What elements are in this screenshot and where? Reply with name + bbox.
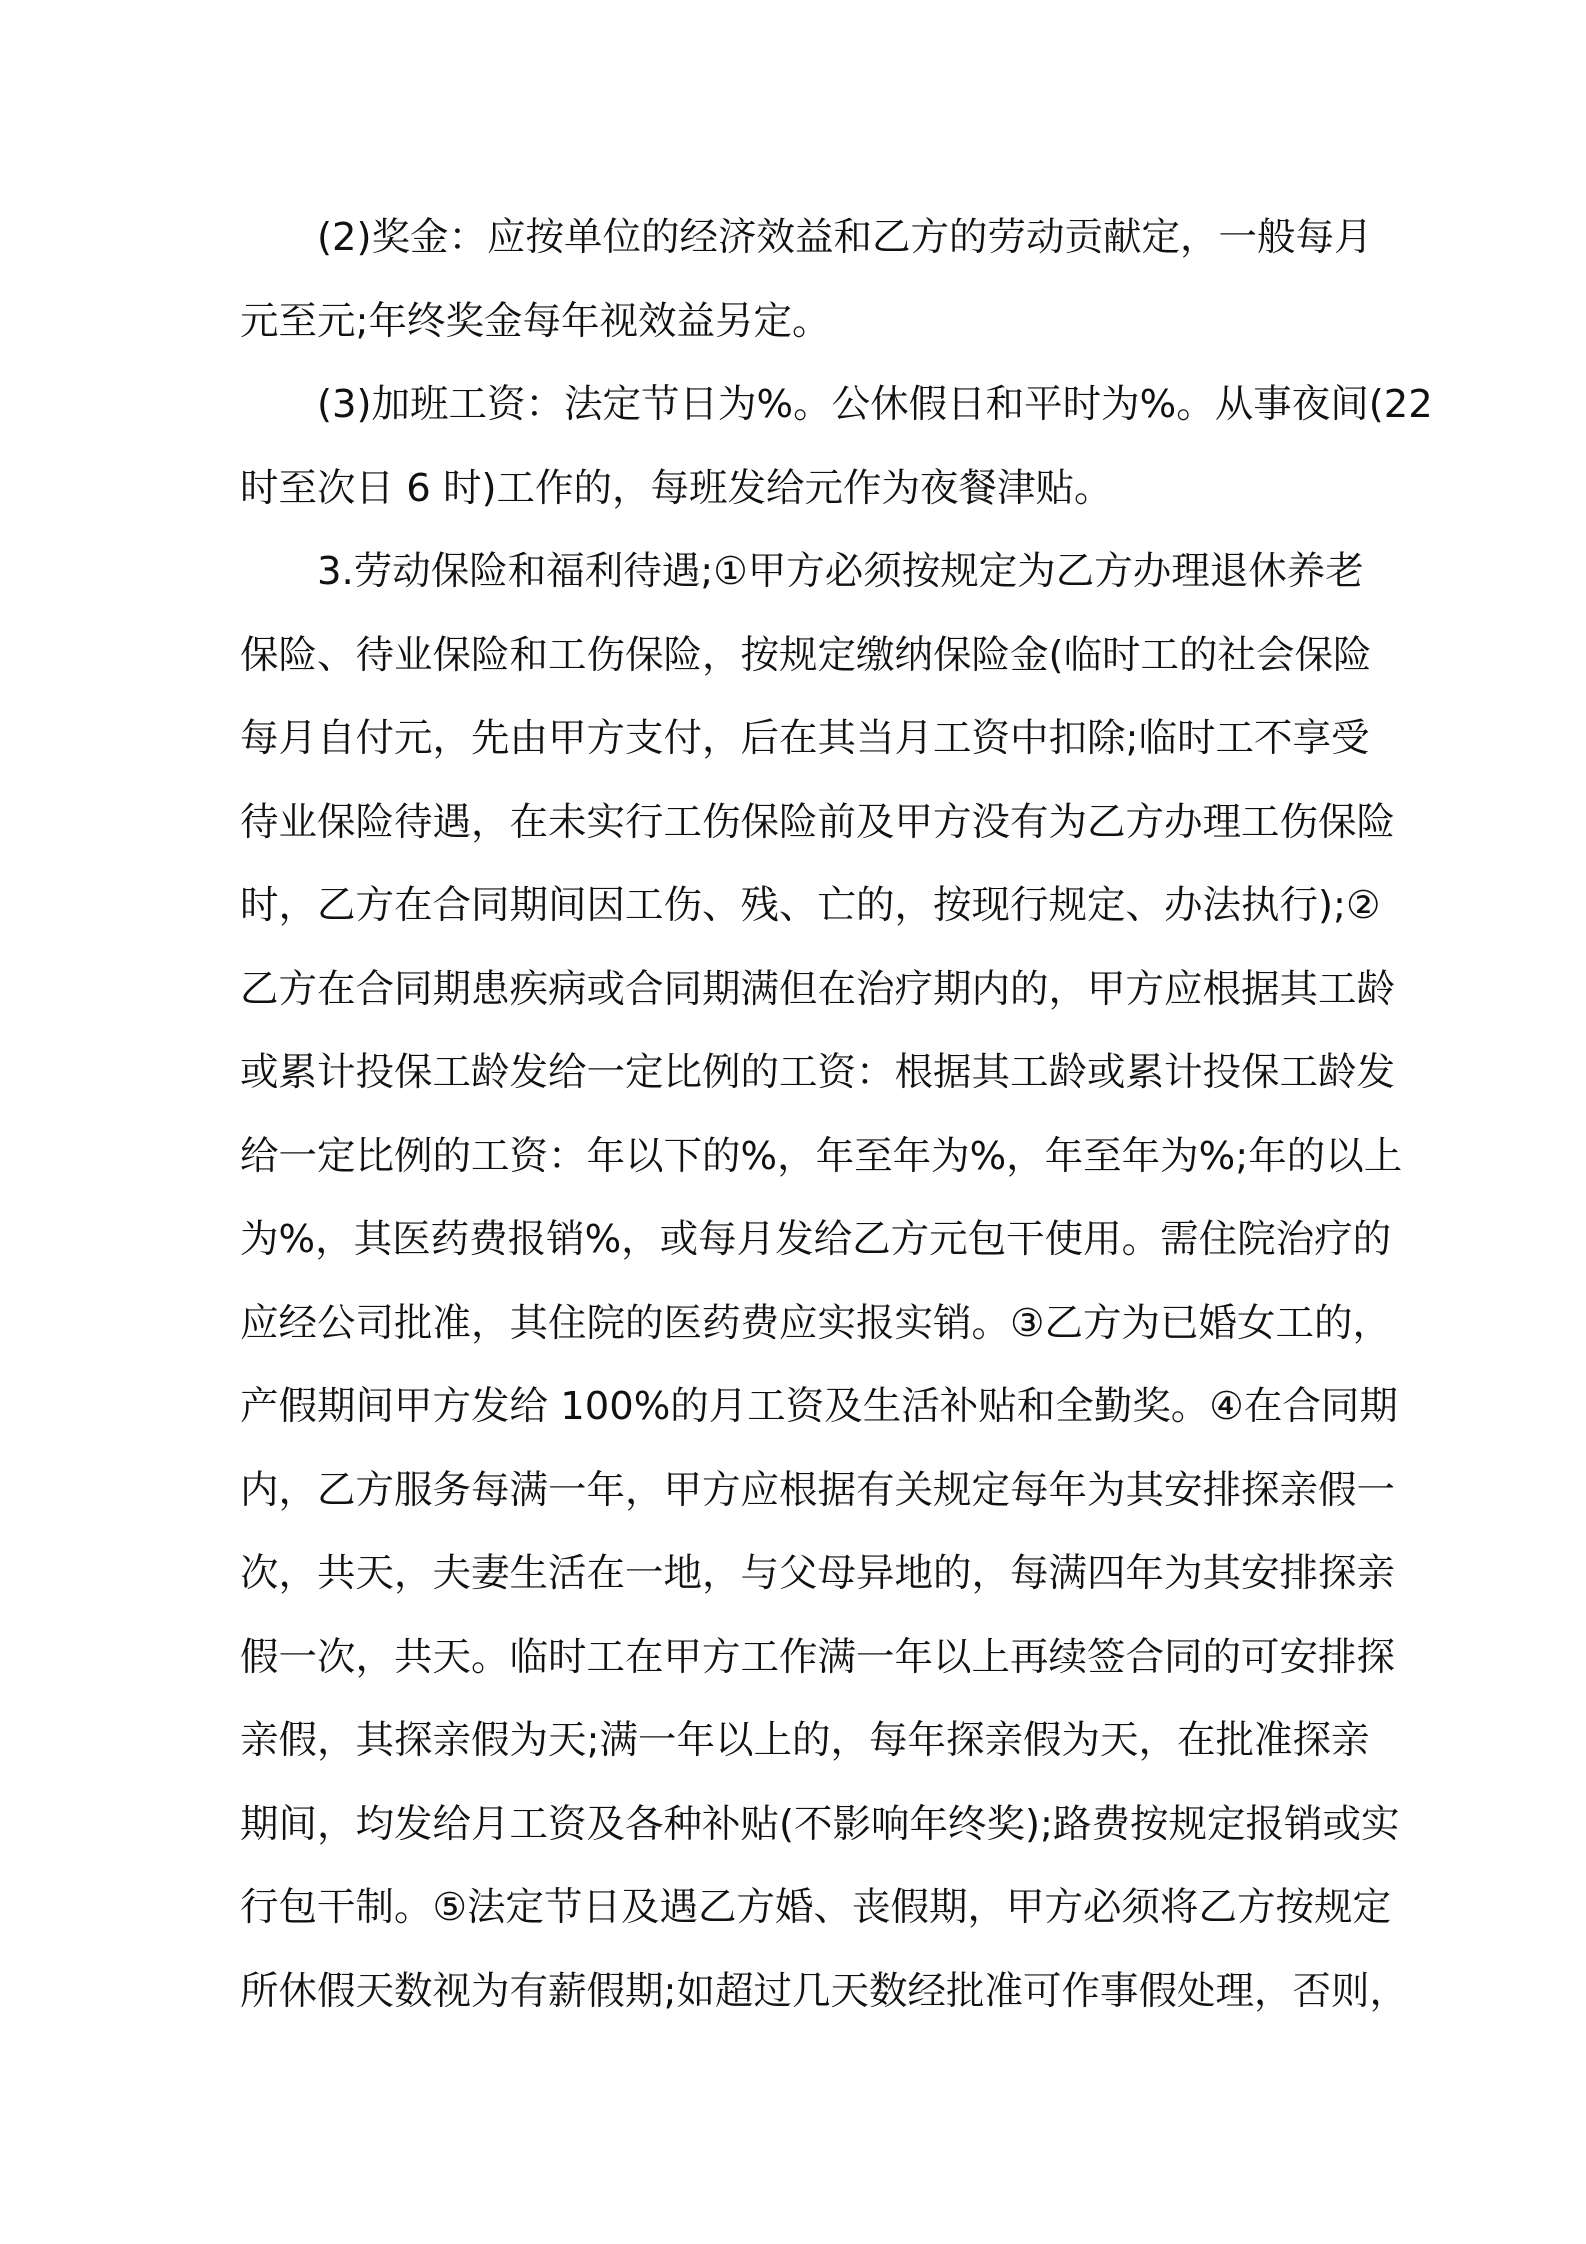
text-line: 应经公司批准，其住院的医药费应实报实销。③乙方为已婚女工的， bbox=[240, 1300, 1392, 1346]
text-line: 待业保险待遇，在未实行工伤保险前及甲方没有为乙方办理工伤保险 bbox=[240, 799, 1396, 845]
text-line: 给一定比例的工资：年以下的%，年至年为%，年至年为%;年的以上 bbox=[240, 1133, 1403, 1179]
paragraph-insurance bbox=[240, 530, 1408, 2033]
text-line: 假一次，共天。临时工在甲方工作满一年以上再续签合同的可安排探 bbox=[240, 1634, 1396, 1680]
text-line: 3.劳动保险和福利待遇;①甲方必须按规定为乙方办理退休养老 bbox=[317, 549, 1364, 594]
text-line: (3)加班工资：法定节日为%。公休假日和平时为%。从事夜间(22 bbox=[317, 382, 1433, 427]
text-line: 时至次日 6 时)工作的，每班发给元作为夜餐津贴。 bbox=[240, 465, 1113, 511]
text-line: 或累计投保工龄发给一定比例的工资：根据其工龄或累计投保工龄发 bbox=[240, 1050, 1396, 1095]
paragraph-overtime bbox=[240, 363, 1433, 530]
text-line: 所休假天数视为有薪假期;如超过几天数经批准可作事假处理，否则， bbox=[240, 1968, 1408, 2014]
text-line: 元至元;年终奖金每年视效益另定。 bbox=[240, 298, 831, 344]
text-line: 行包干制。⑤法定节日及遇乙方婚、丧假期，甲方必须将乙方按规定 bbox=[240, 1885, 1392, 1930]
text-line: 亲假，其探亲假为天;满一年以上的，每年探亲假为天，在批准探亲 bbox=[240, 1718, 1370, 1763]
text-line: 每月自付元，先由甲方支付，后在其当月工资中扣除;临时工不享受 bbox=[240, 716, 1370, 761]
text-line: 次，共天，夫妻生活在一地，与父母异地的，每满四年为其安排探亲 bbox=[240, 1551, 1396, 1596]
text-line: 内，乙方服务每满一年，甲方应根据有关规定每年为其安排探亲假一 bbox=[240, 1467, 1396, 1513]
text-line: 为%，其医药费报销%，或每月发给乙方元包干使用。需住院治疗的 bbox=[240, 1217, 1392, 1262]
text-line: 期间，均发给月工资及各种补贴(不影响年终奖);路费按规定报销或实 bbox=[240, 1801, 1400, 1847]
text-line: 时，乙方在合同期间因工伤、残、亡的，按现行规定、办法执行);② bbox=[240, 883, 1381, 928]
document-body bbox=[240, 196, 1433, 2033]
text-line: 乙方在合同期患疾病或合同期满但在治疗期内的，甲方应根据其工龄 bbox=[240, 966, 1396, 1012]
text-line: (2)奖金：应按单位的经济效益和乙方的劳动贡献定，一般每月 bbox=[317, 215, 1373, 260]
text-line: 保险、待业保险和工伤保险，按规定缴纳保险金(临时工的社会保险 bbox=[240, 632, 1372, 678]
paragraph-bonus bbox=[240, 196, 1373, 363]
text-line: 产假期间甲方发给 100%的月工资及生活补贴和全勤奖。④在合同期 bbox=[240, 1384, 1398, 1429]
